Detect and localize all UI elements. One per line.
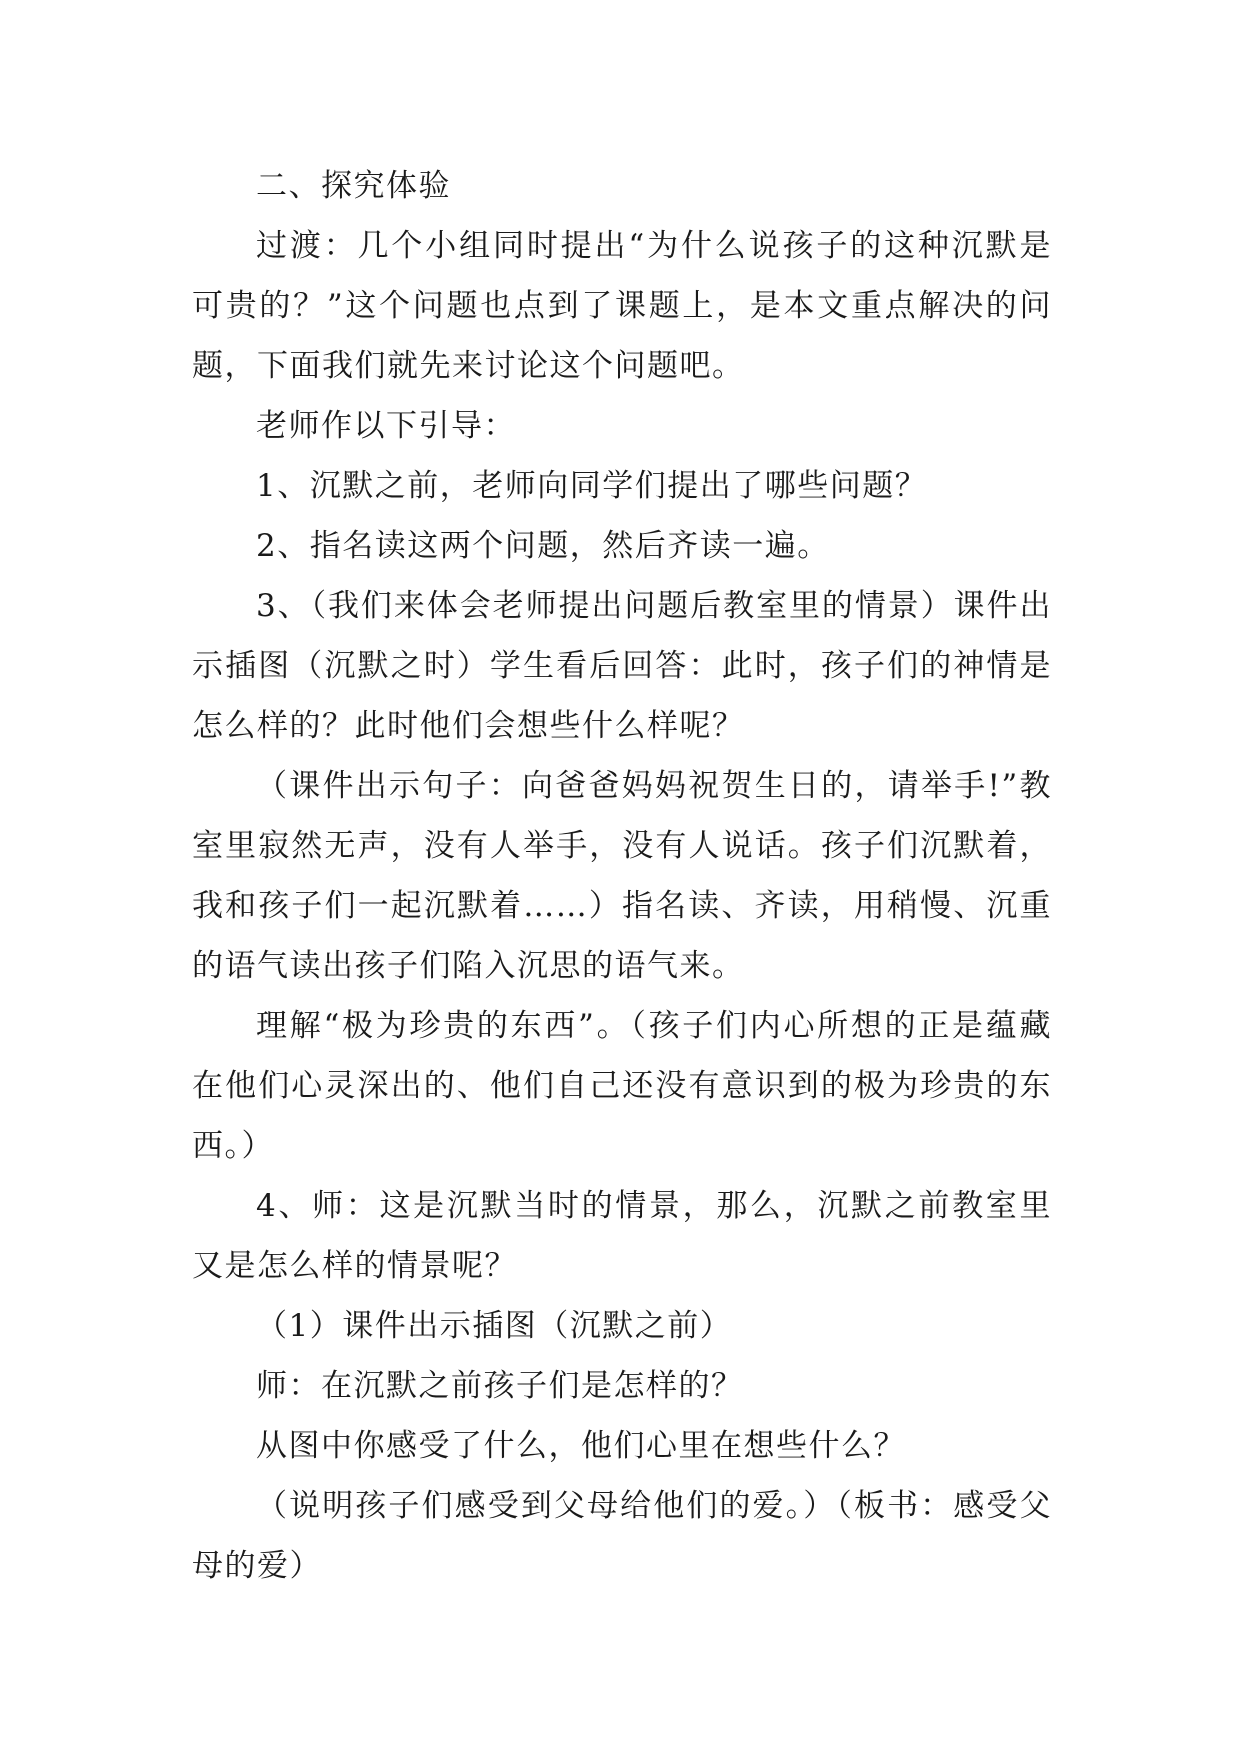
paragraph-explanation: （说明孩子们感受到父母给他们的爱。）（板书：感受父母的爱） <box>192 1488 1052 1584</box>
paragraph-step-3: 3、（我们来体会老师提出问题后教室里的情景）课件出示插图（沉默之时）学生看后回答：此时，孩子们的神情是怎么样的？此时他们会想些什么样呢？ <box>192 588 1052 744</box>
section-heading: 二、探究体验 <box>256 168 451 204</box>
paragraph-teacher-question: 师：在沉默之前孩子们是怎样的？ <box>256 1368 744 1404</box>
paragraph-guidance-intro: 老师作以下引导： <box>256 408 516 444</box>
paragraph-transition: 过渡：几个小组同时提出“为什么说孩子的这种沉默是可贵的？”这个问题也点到了课题上，是本文重点解决的问题，下面我们就先来讨论这个问题吧。 <box>192 228 1052 384</box>
paragraph-step-2: 2、指名读这两个问题，然后齐读一遍。 <box>256 528 830 564</box>
paragraph-step-4-1: （1）课件出示插图（沉默之前） <box>256 1308 733 1344</box>
paragraph-courseware-sentence: （课件出示句子：向爸爸妈妈祝贺生日的，请举手!”教室里寂然无声，没有人举手，没有人说话。孩子们沉默着，我和孩子们一起沉默着……）指名读、齐读，用稍慢、沉重的语气读出孩子们陷入沉思的语气来。 <box>192 768 1052 984</box>
paragraph-step-1: 1、沉默之前，老师向同学们提出了哪些问题？ <box>256 468 928 504</box>
paragraph-step-4: 4、师：这是沉默当时的情景，那么，沉默之前教室里又是怎么样的情景呢？ <box>192 1188 1052 1284</box>
paragraph-picture-question: 从图中你感受了什么，他们心里在想些什么？ <box>256 1428 906 1464</box>
document-body <box>192 156 1052 1596</box>
paragraph-understanding: 理解“极为珍贵的东西”。（孩子们内心所想的正是蕴藏在他们心灵深出的、他们自己还没有意识到的极为珍贵的东西。） <box>192 1008 1052 1164</box>
